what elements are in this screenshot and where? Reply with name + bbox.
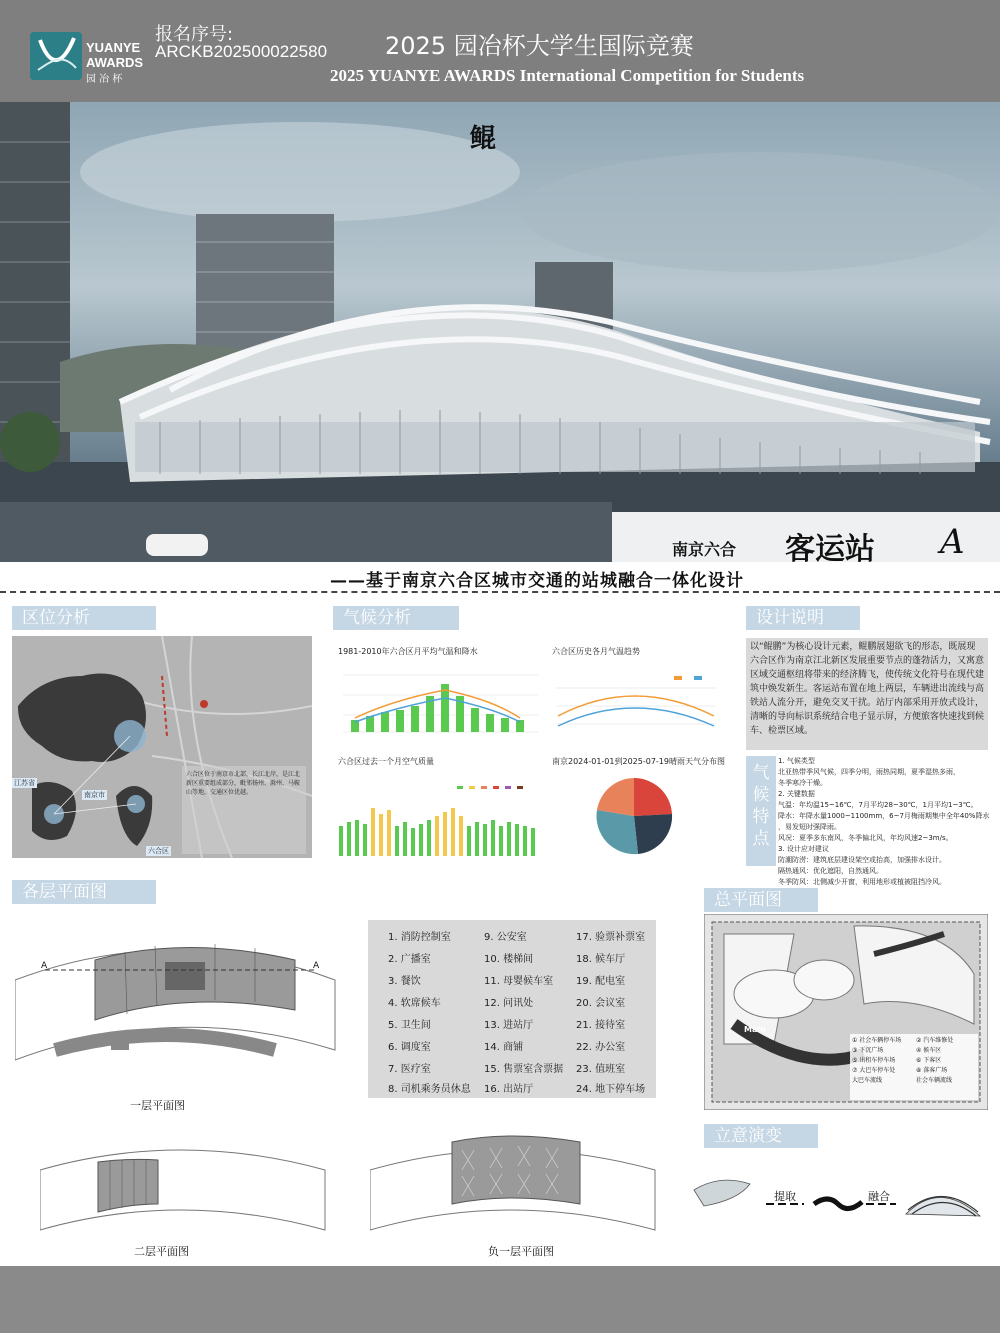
room-item: 1. 消防控制室 bbox=[388, 932, 451, 943]
air-quality-chart bbox=[333, 768, 543, 864]
room-legend bbox=[368, 920, 656, 1098]
site-legend-item: ⑦ 大巴车停车处 bbox=[852, 1067, 896, 1074]
logo-text-yuanye: YUANYE bbox=[86, 40, 141, 55]
site-legend-item: ④ 候车区 bbox=[916, 1047, 942, 1054]
room-item: 22. 办公室 bbox=[576, 1042, 626, 1053]
chart-title-air-quality: 六合区过去一个月空气质量 bbox=[338, 757, 434, 766]
section-divider bbox=[0, 591, 1000, 593]
room-item: 13. 进站厅 bbox=[484, 1020, 534, 1031]
second-floor-plan bbox=[40, 1140, 330, 1240]
yuanye-logo bbox=[30, 32, 82, 80]
competition-title-cn: 2025 园冶杯大学生国际竞赛 bbox=[385, 32, 694, 60]
room-item: 16. 出站厅 bbox=[484, 1084, 534, 1095]
site-legend-item: ② 汽车维修处 bbox=[916, 1037, 954, 1044]
weather-pie-chart bbox=[594, 776, 674, 856]
concept-fuse-label: 融合 bbox=[868, 1190, 890, 1203]
site-legend-item: ⑥ 下客区 bbox=[916, 1057, 942, 1064]
location-map bbox=[12, 636, 312, 858]
climate-features-label: 气候特点 bbox=[746, 756, 776, 866]
climate-line: ，易发短时强降雨。 bbox=[778, 823, 841, 831]
section-mark-left: A bbox=[41, 961, 48, 971]
chart-title-trend: 六合区历史各月气温趋势 bbox=[552, 647, 640, 656]
station-location: 南京六合 bbox=[672, 540, 737, 559]
station-name: 客运站 bbox=[785, 532, 875, 567]
room-item: 4. 软席候车 bbox=[388, 998, 441, 1009]
climate-line: 冬季防风：北侧减少开窗，利用地形或植被阻挡冷风。 bbox=[778, 878, 946, 886]
basement-floor-plan bbox=[370, 1130, 660, 1240]
room-item: 21. 接待室 bbox=[576, 1020, 626, 1031]
site-legend-item: ⑤ 出租车停车场 bbox=[852, 1057, 896, 1064]
room-item: 8. 司机乘务员休息 bbox=[388, 1084, 471, 1095]
room-item: 2. 广播室 bbox=[388, 954, 431, 965]
room-item: 23. 值班室 bbox=[576, 1064, 626, 1075]
site-main-label: Main bbox=[744, 1025, 766, 1034]
chart-title-monthly: 1981-2010年六合区月平均气温和降水 bbox=[338, 647, 478, 656]
climate-line: 防潮防涝：建筑底层建设架空或抬高，加强排水设计。 bbox=[778, 856, 946, 864]
logo-text-cn: 园 冶 杯 bbox=[86, 74, 123, 85]
tab-site-plan: 总平面图 bbox=[704, 888, 818, 912]
chart-title-weather-pie: 南京2024-01-01到2025-07-19晴雨天气分布图 bbox=[552, 757, 725, 766]
climate-line: 冬季寒冷干燥。 bbox=[778, 779, 827, 787]
map-label-jiangsu: 江苏省 bbox=[14, 779, 35, 787]
climate-line: 风况：夏季多东南风，冬季偏北风，年均风速2~3m/s。 bbox=[778, 834, 953, 842]
room-item: 14. 商铺 bbox=[484, 1042, 524, 1053]
site-legend-item: ⑧ 落客广场 bbox=[916, 1067, 948, 1074]
logo-text-awards: AWARDS bbox=[86, 55, 144, 70]
room-item: 19. 配电室 bbox=[576, 976, 626, 987]
room-item: 17. 验票补票室 bbox=[576, 932, 646, 943]
climate-line: 降水：年降水量1000~1100mm，6~7月梅雨期集中全年40%降水 bbox=[778, 812, 990, 820]
tab-climate-analysis: 气候分析 bbox=[333, 606, 459, 630]
design-description-text: 以“鲲鹏”为核心设计元素，鲲鹏展翅欲飞的形态，既展现六合区作为南京江北新区发展重要节点的蓬勃活力，又寓意区域交通枢纽将带来的经济腾飞，使传统文化符号在现代建筑中焕发新生。客运站布置在地上两层，车辆进出流线与高铁站人流分开，避免交叉干扰。站厅内部采用开放式设计，清晰的导向标识系统结合电子显示屏，方便旅客快速找到候车、检票区域。 bbox=[746, 638, 988, 750]
logo-swirl-icon bbox=[30, 32, 82, 80]
site-legend-item: ③ 下沉广场 bbox=[852, 1047, 884, 1054]
location-map-graphic bbox=[12, 636, 312, 858]
map-description: 六合区位于南京市北部，长江北岸，是江北新区重要组成部分，毗邻扬州、滁州、马鞍山等地，交通区位优越。 bbox=[186, 771, 301, 796]
climate-line: 北亚热带季风气候，四季分明，雨热同期，夏季湿热多雨， bbox=[778, 768, 960, 776]
footer-bar bbox=[0, 1266, 1000, 1333]
caption-basement: 负一层平面图 bbox=[488, 1245, 554, 1258]
project-subtitle: ——基于南京六合区城市交通的站城融合一体化设计 bbox=[330, 571, 744, 591]
room-item: 3. 餐饮 bbox=[388, 976, 421, 987]
monthly-temp-precip-chart bbox=[333, 660, 543, 740]
section-mark-right: A bbox=[313, 961, 320, 971]
room-item: 7. 医疗室 bbox=[388, 1064, 431, 1075]
room-item: 9. 公安室 bbox=[484, 932, 527, 943]
room-item: 20. 会议室 bbox=[576, 998, 626, 1009]
competition-title-en: 2025 YUANYE AWARDS International Competition for Students bbox=[330, 66, 805, 85]
climate-line: 1. 气候类型 bbox=[778, 757, 815, 765]
caption-first-floor: 一层平面图 bbox=[130, 1099, 185, 1112]
tab-location-analysis: 区位分析 bbox=[12, 606, 156, 630]
tab-concept-evolution: 立意演变 bbox=[704, 1124, 818, 1148]
concept-evolution-diagram bbox=[690, 1160, 990, 1230]
project-name-char: 鲲 bbox=[470, 124, 497, 154]
climate-line: 3. 设计应对建议 bbox=[778, 845, 829, 853]
hero-rendering bbox=[0, 102, 1000, 562]
site-legend-item: 大巴车流线 bbox=[852, 1077, 883, 1084]
climate-features-text bbox=[778, 756, 990, 886]
room-item: 12. 问讯处 bbox=[484, 998, 534, 1009]
registration-label: 报名序号: bbox=[155, 24, 234, 45]
temp-trend-chart bbox=[548, 676, 720, 742]
site-legend-item: ① 社会车辆停车场 bbox=[852, 1037, 902, 1044]
tab-floor-plans: 各层平面图 bbox=[12, 880, 156, 904]
caption-second-floor: 二层平面图 bbox=[134, 1245, 189, 1258]
station-rendering-illustration bbox=[0, 102, 1000, 562]
map-label-luhe: 六合区 bbox=[148, 847, 169, 855]
climate-line: 气温：年均温15~16℃，7月平均28~30℃，1月平均1~3℃。 bbox=[778, 801, 978, 809]
room-item: 24. 地下停车场 bbox=[576, 1084, 646, 1095]
registration-number: ARCKB202500022580 bbox=[155, 42, 328, 61]
site-plan-legend bbox=[852, 1036, 986, 1086]
map-label-nanjing: 南京市 bbox=[84, 791, 105, 799]
room-item: 15. 售票室含票据 bbox=[484, 1064, 564, 1075]
station-letter: A bbox=[940, 522, 965, 562]
room-item: 10. 楼梯间 bbox=[484, 954, 534, 965]
room-item: 18. 候车厅 bbox=[576, 954, 626, 965]
climate-line: 隔热通风：优化遮阳，自然通风。 bbox=[778, 867, 883, 875]
room-item: 11. 母婴候车室 bbox=[484, 976, 554, 987]
room-item: 6. 调度室 bbox=[388, 1042, 431, 1053]
room-item: 5. 卫生间 bbox=[388, 1020, 431, 1031]
site-legend-item: 社会车辆流线 bbox=[916, 1077, 953, 1084]
tab-design-description: 设计说明 bbox=[746, 606, 860, 630]
first-floor-plan bbox=[15, 940, 345, 1080]
concept-extract-label: 提取 bbox=[774, 1190, 796, 1203]
climate-line: 2. 关键数据 bbox=[778, 790, 815, 798]
